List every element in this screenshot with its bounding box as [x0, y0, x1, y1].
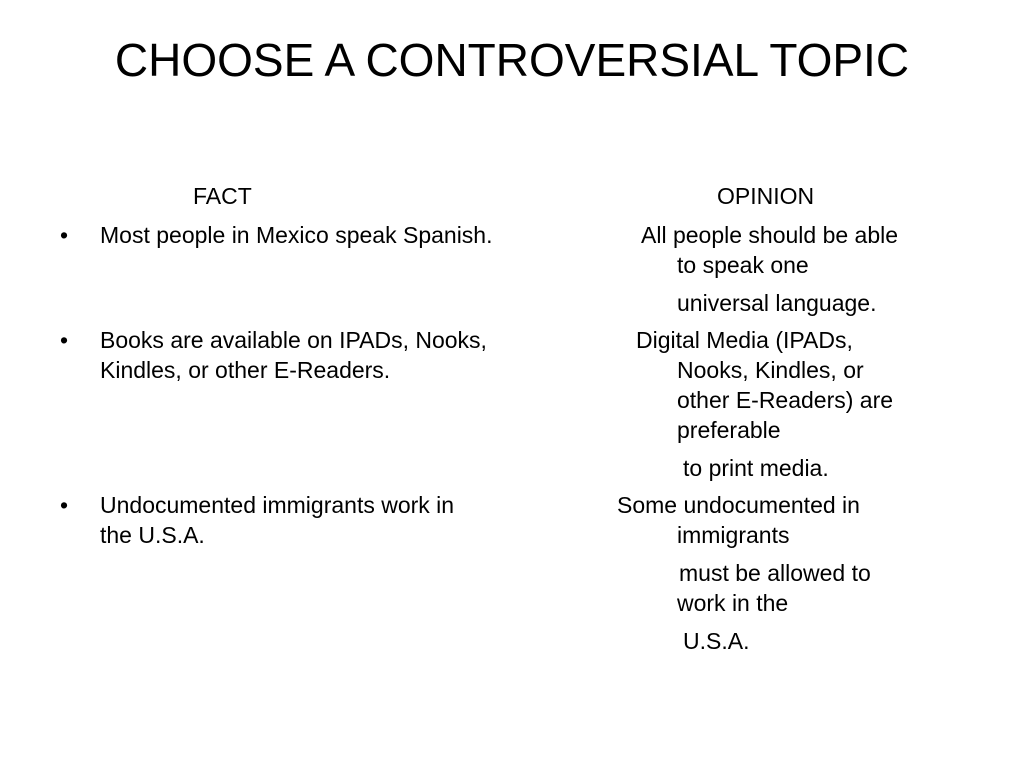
opinion-row-1-line-3: universal language.: [677, 290, 877, 316]
fact-header: FACT: [193, 183, 252, 209]
fact-row-3-line-1: Undocumented immigrants work in: [100, 492, 455, 518]
opinion-row-2-line-4: preferable: [677, 417, 781, 443]
bullet-icon: •: [60, 492, 69, 518]
fact-row-2-line-2: Kindles, or other E-Readers.: [100, 357, 391, 383]
fact-row-2-line-1: Books are available on IPADs, Nooks,: [100, 327, 487, 353]
opinion-row-2-line-5: to print media.: [683, 455, 829, 481]
opinion-row-2-line-2: Nooks, Kindles, or: [677, 357, 864, 383]
slide-title: CHOOSE A CONTROVERSIAL TOPIC: [114, 34, 910, 86]
opinion-row-1-line-2: to speak one: [677, 252, 809, 278]
bullet-icon: •: [60, 327, 69, 353]
opinion-row-3-line-5: U.S.A.: [683, 628, 750, 654]
bullet-icon: •: [60, 222, 69, 248]
opinion-header: OPINION: [717, 183, 815, 209]
opinion-row-3-line-4: work in the: [677, 590, 789, 616]
fact-row-3-line-2: the U.S.A.: [100, 522, 205, 548]
opinion-row-2-line-3: other E-Readers) are: [677, 387, 894, 413]
opinion-row-3-line-2: immigrants: [677, 522, 790, 548]
opinion-row-3-line-1: Some undocumented in: [617, 492, 860, 518]
opinion-row-2-line-1: Digital Media (IPADs,: [636, 327, 853, 353]
opinion-row-3-line-3: must be allowed to: [679, 560, 871, 586]
opinion-row-1-line-1: All people should be able: [641, 222, 899, 248]
fact-row-1-line-1: Most people in Mexico speak Spanish.: [100, 222, 493, 248]
